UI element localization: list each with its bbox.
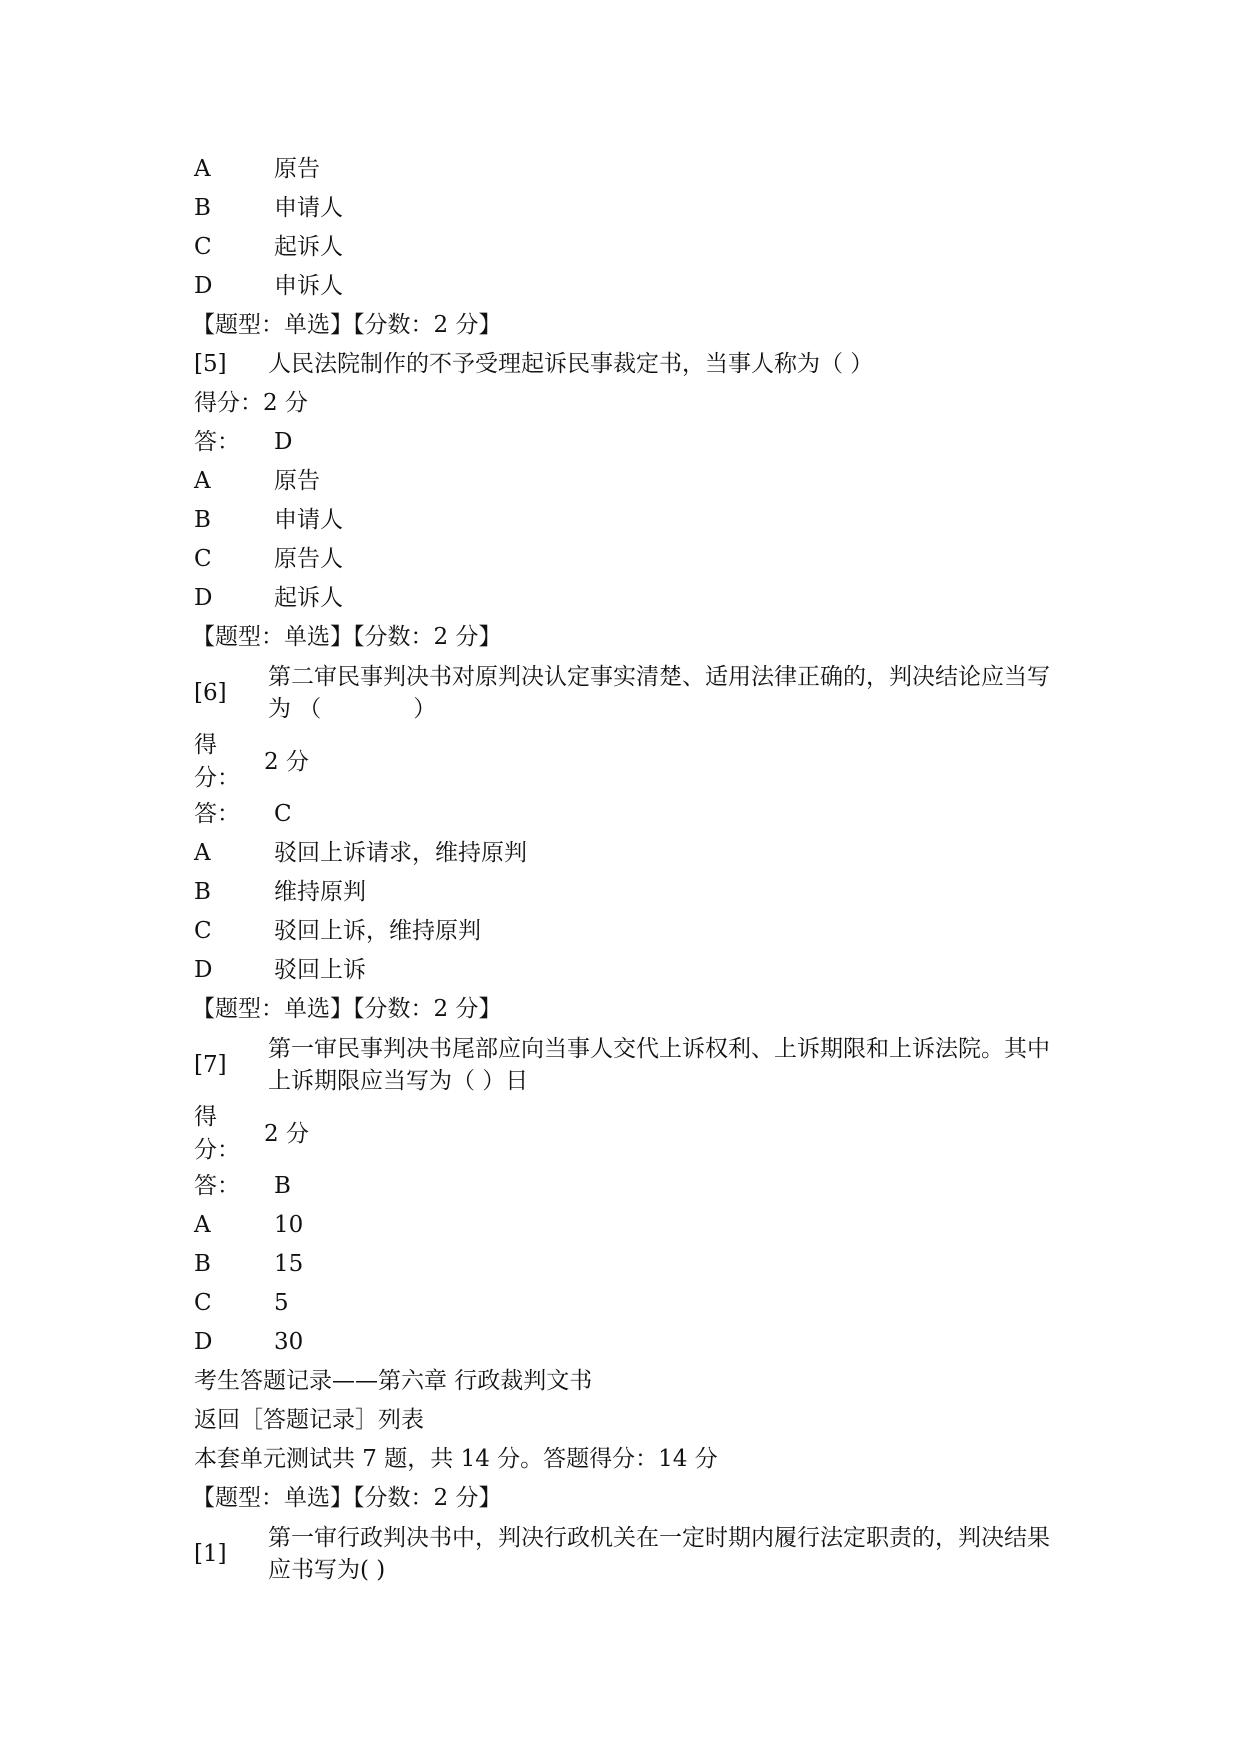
option-key: C <box>194 918 212 944</box>
answer-value: C <box>274 801 292 827</box>
question-text: 第一审行政判决书中，判决行政机关在一定时期内履行法定职责的，判决结果应书写为( ) <box>268 1525 1050 1583</box>
answer-option <box>194 912 1054 951</box>
score-value: 2 分 <box>264 1120 309 1147</box>
answer-option <box>194 462 1054 501</box>
option-key: A <box>194 468 211 494</box>
question-meta: 【题型：单选】【分数：2 分】 <box>192 624 502 650</box>
answer-option <box>194 1284 1054 1323</box>
option-text: 申诉人 <box>274 273 343 299</box>
question <box>194 1029 1054 1101</box>
question-meta: 【题型：单选】【分数：2 分】 <box>192 996 502 1022</box>
question-number: [1] <box>194 1541 227 1567</box>
option-key: B <box>194 879 211 905</box>
option-text: 10 <box>274 1212 304 1238</box>
answer-option <box>194 267 1054 306</box>
answer-label: 答： <box>194 1173 240 1199</box>
score-label: 得分： <box>194 390 263 416</box>
answer-option <box>194 834 1054 873</box>
info-line: 本套单元测试共 7 题，共 14 分。答题得分：14 分 <box>194 1446 718 1472</box>
option-text: 驳回上诉请求，维持原判 <box>274 840 527 866</box>
option-key: B <box>194 195 211 221</box>
option-key: D <box>194 957 213 983</box>
back-to-list-link[interactable]: 返回［答题记录］列表 <box>194 1407 424 1433</box>
question-number: [6] <box>194 680 227 706</box>
score-line <box>194 1101 1054 1167</box>
option-text: 驳回上诉，维持原判 <box>274 918 481 944</box>
answer-label: 答： <box>194 429 240 455</box>
question-number: [7] <box>194 1052 227 1078</box>
question-number: [5] <box>194 351 227 377</box>
answer-option <box>194 579 1054 618</box>
option-key: A <box>194 840 211 866</box>
question-meta: 【题型：单选】【分数：2 分】 <box>192 312 502 338</box>
answer-option <box>194 150 1054 189</box>
score-line <box>194 729 1054 795</box>
answer-option <box>194 501 1054 540</box>
option-key: C <box>194 1290 212 1316</box>
option-text: 原告 <box>274 468 320 494</box>
question <box>194 657 1054 729</box>
score-line <box>194 384 1054 423</box>
option-text: 起诉人 <box>274 585 343 611</box>
option-key: C <box>194 546 212 572</box>
exam-record-page <box>194 150 1054 1590</box>
answer-value: D <box>274 429 293 455</box>
option-text: 原告人 <box>274 546 343 572</box>
answer-line <box>194 795 1054 834</box>
option-text: 申请人 <box>274 195 343 221</box>
question-text: 人民法院制作的不予受理起诉民事裁定书，当事人称为（ ） <box>268 351 874 377</box>
option-text: 起诉人 <box>274 234 343 260</box>
answer-option <box>194 873 1054 912</box>
score-value: 2 分 <box>263 390 308 416</box>
answer-value: B <box>274 1173 291 1199</box>
score-label: 得分： <box>194 1104 240 1163</box>
option-key: A <box>194 1212 211 1238</box>
question-text: 第一审民事判决书尾部应向当事人交代上诉权利、上诉期限和上诉法院。其中上诉期限应当写为（ ）日 <box>268 1036 1050 1094</box>
answer-option <box>194 1245 1054 1284</box>
answer-line <box>194 423 1054 462</box>
option-key: D <box>194 273 213 299</box>
answer-option <box>194 540 1054 579</box>
score-label: 得分： <box>194 732 240 791</box>
answer-option <box>194 1323 1054 1362</box>
question-text: 第二审民事判决书对原判决认定事实清楚、适用法律正确的，判决结论应当写为 （ ） <box>268 664 1050 722</box>
answer-option <box>194 951 1054 990</box>
info-line: 考生答题记录——第六章 行政裁判文书 <box>194 1368 593 1394</box>
question <box>194 1518 1054 1590</box>
option-key: A <box>194 156 211 182</box>
answer-option <box>194 228 1054 267</box>
option-text: 原告 <box>274 156 320 182</box>
option-text: 驳回上诉 <box>274 957 366 983</box>
option-key: B <box>194 507 211 533</box>
answer-option <box>194 189 1054 228</box>
question <box>194 345 1054 384</box>
answer-line <box>194 1167 1054 1206</box>
answer-label: 答： <box>194 801 240 827</box>
option-text: 30 <box>274 1329 304 1355</box>
option-key: D <box>194 585 213 611</box>
answer-option <box>194 1206 1054 1245</box>
question-meta: 【题型：单选】【分数：2 分】 <box>192 1485 502 1511</box>
score-value: 2 分 <box>264 748 309 775</box>
option-text: 15 <box>274 1251 304 1277</box>
option-key: D <box>194 1329 213 1355</box>
option-key: B <box>194 1251 211 1277</box>
option-text: 维持原判 <box>274 879 366 905</box>
option-key: C <box>194 234 212 260</box>
option-text: 5 <box>274 1290 289 1316</box>
option-text: 申请人 <box>274 507 343 533</box>
